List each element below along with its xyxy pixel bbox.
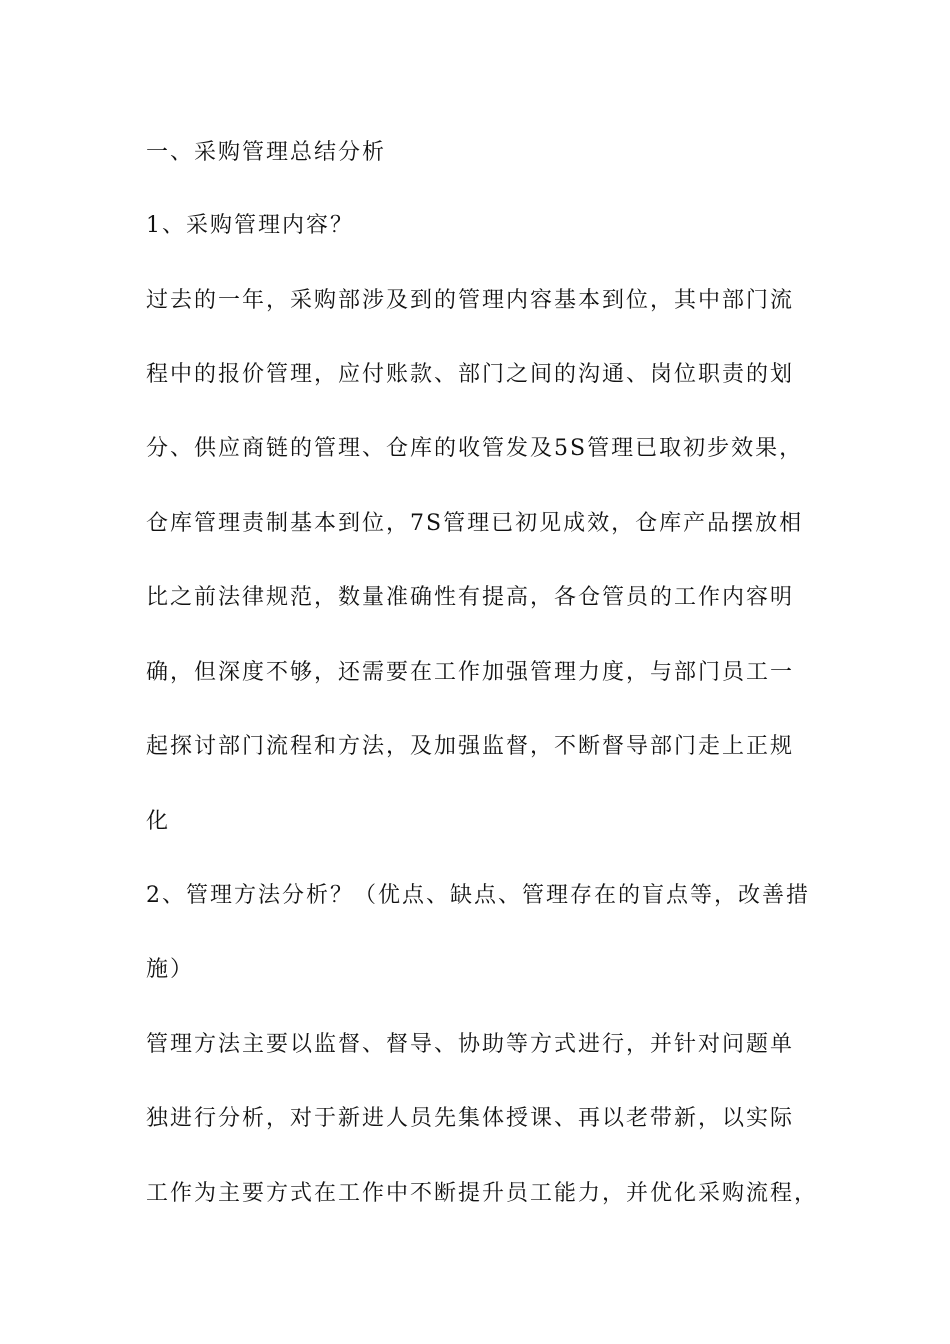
paragraph-1-line: 比之前法律规范，数量准确性有提高，各仓管员的工作内容明 — [146, 585, 795, 610]
paragraph-1-line: 分、供应商链的管理、仓库的收管发及5S管理已取初步效果， — [146, 436, 804, 461]
paragraph-2-line: 管理方法主要以监督、督导、协助等方式进行，并针对问题单 — [146, 1032, 795, 1057]
paragraph-2-line: 工作为主要方式在工作中不断提升员工能力，并优化采购流程， — [146, 1181, 819, 1206]
section-heading: 一、采购管理总结分析 — [146, 140, 387, 165]
paragraph-1-line: 起探讨部门流程和方法，及加强监督，不断督导部门走上正规 — [146, 734, 795, 759]
paragraph-1-line: 仓库管理责制基本到位，7S管理已初见成效，仓库产品摆放相 — [146, 511, 804, 536]
paragraph-1-line: 过去的一年，采购部涉及到的管理内容基本到位，其中部门流 — [146, 288, 795, 313]
paragraph-1-line: 程中的报价管理，应付账款、部门之间的沟通、岗位职责的划 — [146, 362, 795, 387]
question-2-line: 2、管理方法分析？（优点、缺点、管理存在的盲点等，改善措 — [146, 883, 810, 908]
question-1: 1、采购管理内容？ — [146, 213, 354, 238]
paragraph-1-line: 化 — [146, 809, 171, 834]
paragraph-2-line: 独进行分析，对于新进人员先集体授课、再以老带新，以实际 — [146, 1106, 795, 1131]
paragraph-1-line: 确，但深度不够，还需要在工作加强管理力度，与部门员工一 — [146, 660, 795, 685]
question-2-line: 施） — [146, 957, 195, 982]
